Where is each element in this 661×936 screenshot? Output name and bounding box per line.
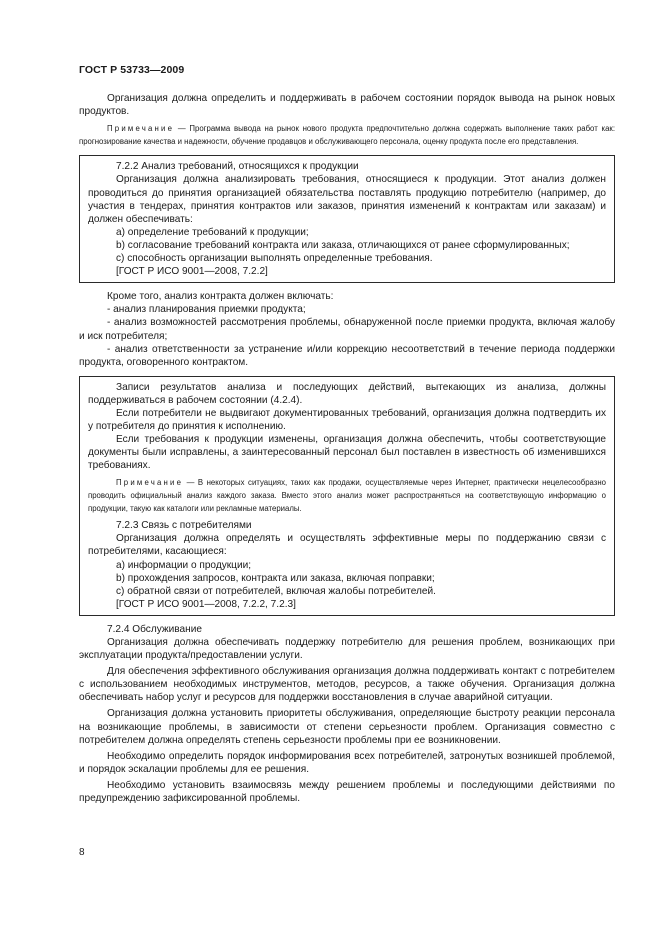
note-label: Примечание xyxy=(116,478,184,488)
page-number: 8 xyxy=(79,847,85,858)
section-heading-722: 7.2.2 Анализ требований, относящихся к продукции xyxy=(116,161,359,173)
section724-paragraph-1: Организация должна обеспечивать поддержку потребителю для решения проблем, возникающих при эксплуатации продукта/предоставлении услуги. xyxy=(79,636,615,662)
box2-reference: [ГОСТ Р ИСО 9001—2008, 7.2.2, 7.2.3] xyxy=(116,598,296,610)
box2-item-a: а) информации о продукции; xyxy=(116,559,252,571)
box2-note xyxy=(88,477,606,515)
box2-paragraph-1: Записи результатов анализа и последующих действий, вытекающих из анализа, должны поддерживаться в рабочем состоянии (4.2.4). xyxy=(88,381,606,406)
box1-item-a: а) определение требований к продукции; xyxy=(116,226,309,238)
note-label: Примечание xyxy=(107,124,175,134)
quote-box-722 xyxy=(79,155,615,283)
note-text: — В некоторых ситуациях, таких как продажи, осуществляемые через Интернет, практически нецелесообразно проводить официальный анализ каждого заказа. Вместо этого анализ может распространяться на соответствующую информацию о продукции, такую как каталоги или рекламные материалы. xyxy=(88,478,606,513)
box1-item-b: b) согласование требований контракта или заказа, отличающихся от ранее сформулированных; xyxy=(116,239,570,251)
intro-note xyxy=(79,123,615,148)
box1-paragraph: Организация должна анализировать требования, относящиеся к продукции. Этот анализ должен проводиться до принятия организацией обязательства поставлять продукцию потребителю (например, до участия в тендерах, принятия контрактов или заказов, принятия изменений к контрактам или заказам) и должен обеспечивать: xyxy=(88,174,606,225)
box2-paragraph-4: Организация должна определять и осуществлять эффективные меры по поддержанию связи с потребителями, касающиеся: xyxy=(88,533,606,558)
section-heading-724: 7.2.4 Обслуживание xyxy=(107,623,202,635)
intro-paragraph: Организация должна определить и поддерживать в рабочем состоянии порядок вывода на рынок новых продуктов. xyxy=(79,93,615,118)
section724-paragraph-2: Для обеспечения эффективного обслуживания организация должна поддерживать контакт с потребителем с использованием необходимых инструментов, методов, ресурсов, а также обучения. Организация должна обеспечивать набор услуг и ресурсов для поддержки восстановления в случае аварийной ситуации. xyxy=(79,666,615,704)
document-header: ГОСТ Р 53733—2009 xyxy=(79,64,185,76)
quote-box-723 xyxy=(79,376,615,616)
section-heading-723: 7.2.3 Связь с потребителями xyxy=(116,520,252,532)
box1-reference: [ГОСТ Р ИСО 9001—2008, 7.2.2] xyxy=(116,266,268,278)
middle-item-2: - анализ возможностей рассмотрения проблемы, обнаруженной после приемки продукта, включая жалобу и иск потребителя; xyxy=(79,317,615,342)
box2-item-b: b) прохождения запросов, контракта или заказа, включая поправки; xyxy=(116,572,435,584)
box2-paragraph-3: Если требования к продукции изменены, организация должна обеспечить, чтобы соответствующие документы были исправлены, а заинтересованный персонал был поставлен в известность об изменившихся требованиях. xyxy=(88,434,606,472)
middle-item-1: - анализ планирования приемки продукта; xyxy=(107,304,306,316)
middle-item-3: - анализ ответственности за устранение и/или коррекцию несоответствий в течение периода поддержки продукта, оговоренного контрактом. xyxy=(79,343,615,368)
note-text: — Программа вывода на рынок нового продукта предпочтительно должна содержать выполнение таких работ как: прогнозирование качества и надежности, обучение продавцов и обслуживающего персонала, оценку продукта после его представления. xyxy=(79,124,615,146)
middle-paragraph: Кроме того, анализ контракта должен включать: xyxy=(107,291,334,303)
box2-paragraph-2: Если потребители не выдвигают документированных требований, организация должна подтвердить их у потребителя до принятия к исполнению. xyxy=(88,407,606,433)
section724-paragraph-4: Необходимо определить порядок информирования всех потребителей, затронутых возникшей проблемой, и порядок эскалации проблемы для ее решения. xyxy=(79,750,615,775)
section724-paragraph-5: Необходимо установить взаимосвязь между решением проблемы и последующими действиями по предупреждению зафиксированной проблемы. xyxy=(79,779,615,804)
box2-item-c: с) обратной связи от потребителей, включая жалобы потребителей. xyxy=(116,585,436,597)
box1-item-c: с) способность организации выполнять определенные требования. xyxy=(116,253,433,265)
page-content xyxy=(79,92,615,805)
section724-paragraph-3: Организация должна установить приоритеты обслуживания, определяющие быстроту реакции персонала на возникающие проблемы, в зависимости от степени серьезности проблем. Организация совместно с потребителем должна определять степень серьезности проблемы при ее возникновении. xyxy=(79,708,615,746)
